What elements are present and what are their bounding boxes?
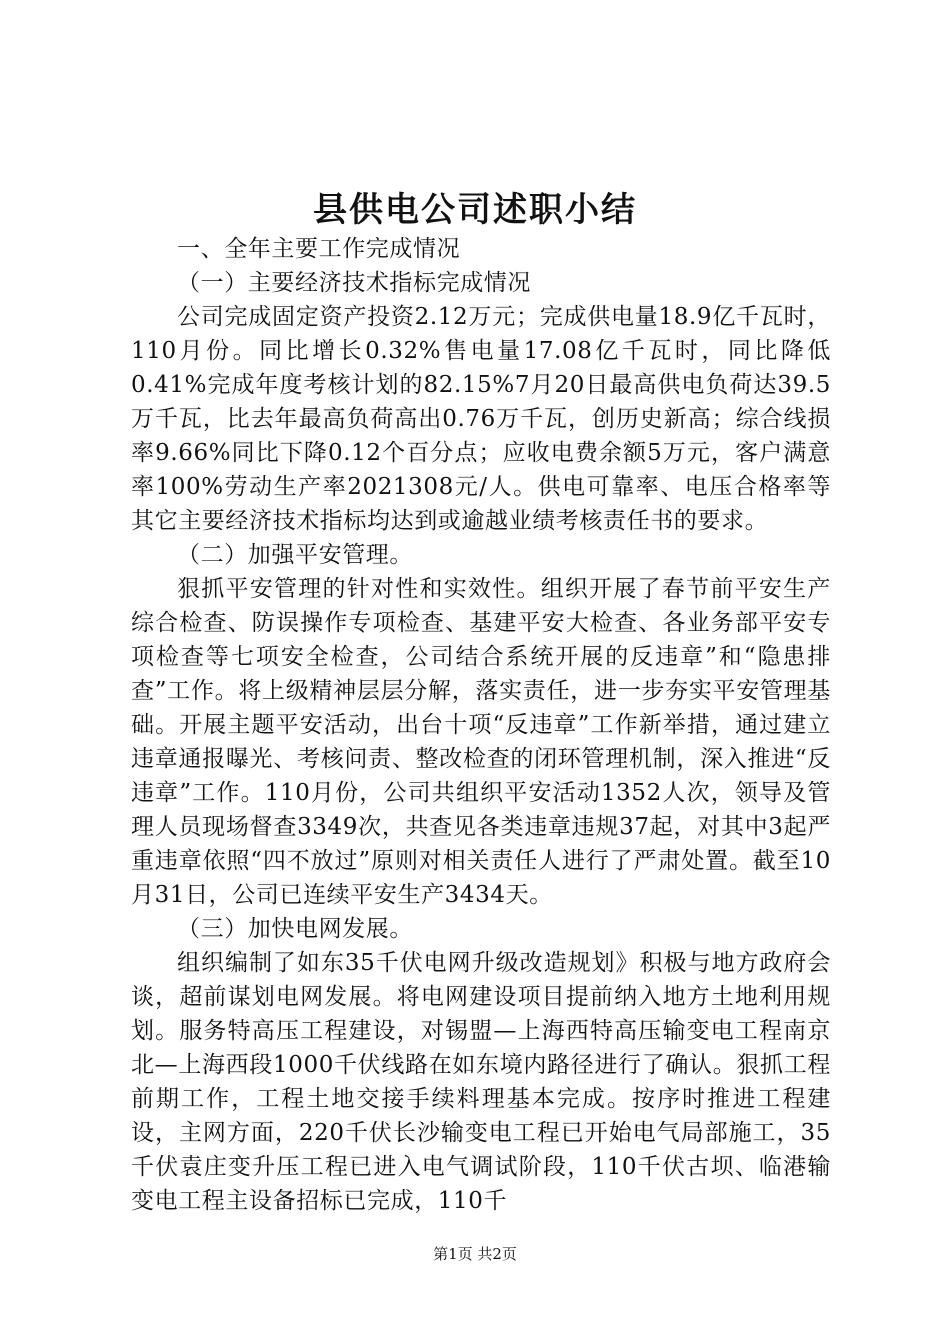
- section-heading-1: 一、全年主要工作完成情况: [177, 236, 461, 262]
- subsection-heading-3: （三）加快电网发展。: [177, 916, 413, 942]
- paragraph-grid: 组织编制了如东35千伏电网升级改造规划》积极与地方政府会谈，超前谋划电网发展。将电网建设项目提前纳入地方土地利用规划。服务特高压工程建设，对锡盟—上海西特高压输变电工程南京北—上海西段1000千伏线路在如东境内路径进行了确认。狠抓工程前期工作，工程土地交接手续料理基本完成。按序时推进工程建设，主网方面，220千伏长沙输变电工程已开始电气局部施工，35千伏袁庄变升压工程已进入电气调试阶段，110千伏古坝、临港输变电工程主设备招标已完成，110千: [131, 950, 831, 1214]
- page-number: 第1页 共2页: [433, 1245, 517, 1263]
- document-body: [131, 232, 831, 1218]
- paragraph-safety: 狠抓平安管理的针对性和实效性。组织开展了春节前平安生产综合检查、防误操作专项检查、基建平安大检查、各业务部平安专项检查等七项安全检查，公司结合系统开展的反违章”和“隐患排查”工作。将上级精神层层分解，落实责任，进一步夯实平安管理基础。开展主题平安活动，出台十项“反违章”工作新举措，通过建立违章通报曝光、考核问责、整改检查的闭环管理机制，深入推进“反违章”工作。110月份，公司共组织平安活动1352人次，领导及管理人员现场督查3349次，共查见各类违章违规37起，对其中3起严重违章依照“四不放过”原则对相关责任人进行了严肃处置。截至10月31日，公司已连续平安生产3434天。: [131, 576, 831, 908]
- subsection-heading-2: （二）加强平安管理。: [177, 542, 413, 568]
- paragraph-indicators: 公司完成固定资产投资2.12万元；完成供电量18.9亿千瓦时，110月份。同比增长0.32%售电量17.08亿千瓦时，同比降低0.41%完成年度考核计划的82.15%7月20日最高供电负荷达39.5万千瓦，比去年最高负荷高出0.76万千瓦，创历史新高；综合线损率9.66%同比下降0.12个百分点；应收电费余额5万元，客户满意率100%劳动生产率2021308元/人。供电可靠率、电压合格率等其它主要经济技术指标均达到或逾越业绩考核责任书的要求。: [131, 304, 831, 534]
- subsection-heading-1: （一）主要经济技术指标完成情况: [177, 270, 531, 296]
- document-title: 县供电公司述职小结: [313, 190, 637, 230]
